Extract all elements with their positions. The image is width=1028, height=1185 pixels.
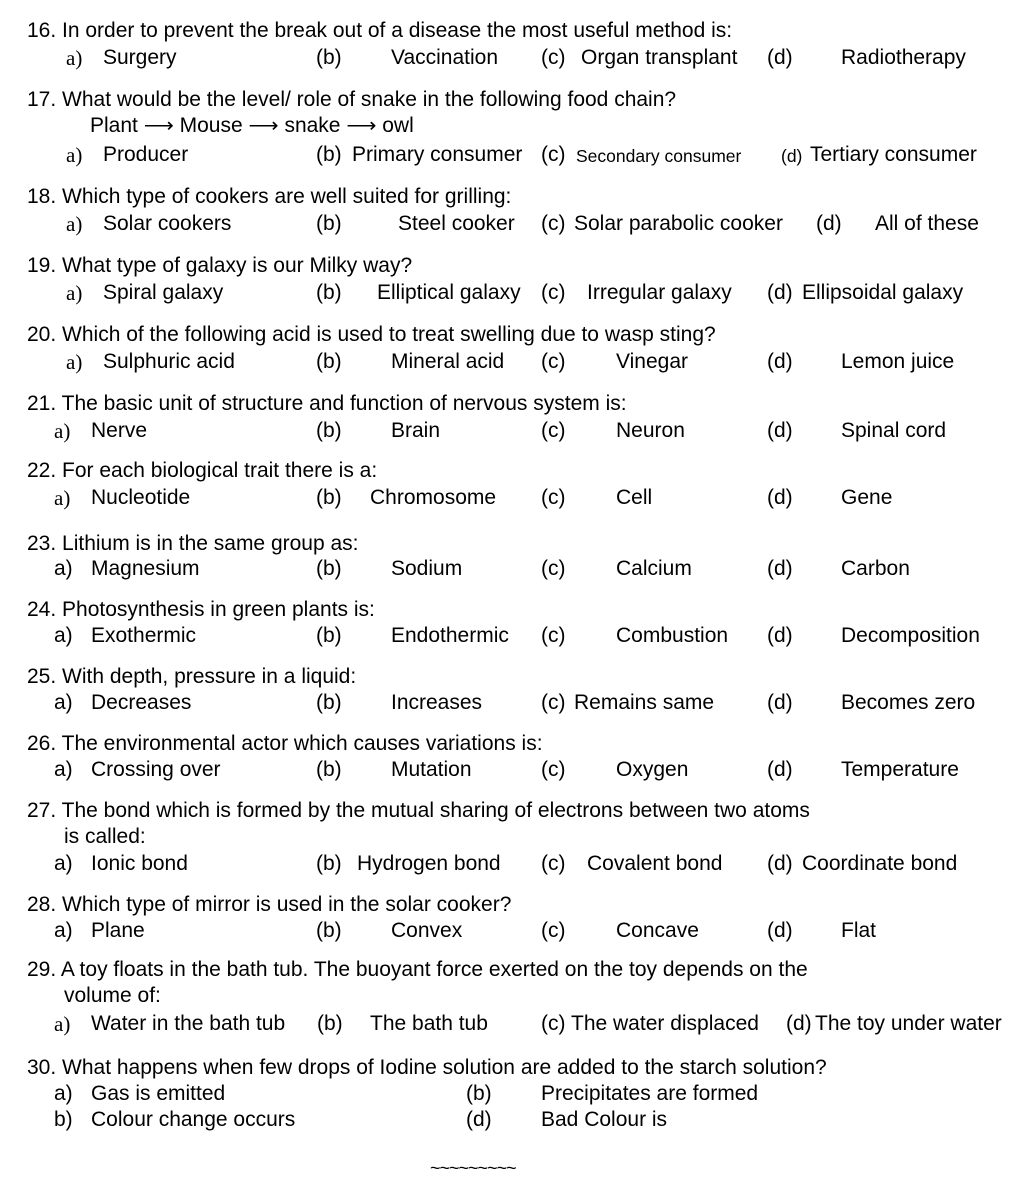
question-23: 23. Lithium is in the same group as: bbox=[27, 532, 359, 555]
option-label: a) bbox=[54, 919, 73, 942]
option-label: (c) bbox=[541, 624, 566, 647]
option-label: a) bbox=[54, 1012, 71, 1036]
option-label: a) bbox=[66, 212, 83, 236]
option-text: Colour change occurs bbox=[91, 1108, 296, 1131]
option-label: (b) bbox=[316, 281, 342, 304]
question-27-continued: is called: bbox=[64, 825, 146, 848]
option-label: (b) bbox=[316, 624, 342, 647]
option-text: Elliptical galaxy bbox=[377, 281, 521, 304]
option-text: Neuron bbox=[616, 419, 685, 442]
option-label: (d) bbox=[767, 350, 793, 373]
option-label: (b) bbox=[316, 486, 342, 509]
question-28: 28. Which type of mirror is used in the solar cooker? bbox=[27, 893, 512, 916]
option-text: Increases bbox=[391, 691, 483, 714]
option-label: (c) bbox=[541, 212, 566, 235]
option-text: All of these bbox=[875, 212, 979, 235]
option-label: (c) bbox=[541, 486, 566, 509]
option-text: Convex bbox=[391, 919, 463, 942]
question-29-continued: volume of: bbox=[64, 984, 161, 1007]
option-text: Decreases bbox=[91, 691, 192, 714]
option-label: (d) bbox=[767, 852, 793, 875]
option-label: (d) bbox=[767, 624, 793, 647]
option-label: (d) bbox=[781, 146, 803, 166]
option-label: (b) bbox=[316, 691, 342, 714]
option-label: (b) bbox=[317, 1012, 343, 1035]
option-text: Ellipsoidal galaxy bbox=[802, 281, 964, 304]
option-text: Bad Colour is bbox=[541, 1108, 668, 1131]
option-label: (b) bbox=[316, 919, 342, 942]
option-text: Gas is emitted bbox=[91, 1082, 226, 1105]
question-19: 19. What type of galaxy is our Milky way? bbox=[27, 254, 413, 277]
option-label: a) bbox=[54, 557, 73, 580]
option-text: Irregular galaxy bbox=[587, 281, 732, 304]
option-label: b) bbox=[54, 1108, 73, 1131]
option-label: (d) bbox=[786, 1012, 812, 1035]
question-20: 20. Which of the following acid is used to treat swelling due to wasp sting? bbox=[27, 323, 716, 346]
option-text: Brain bbox=[391, 419, 441, 442]
question-26: 26. The environmental actor which causes variations is: bbox=[27, 732, 543, 755]
option-text: Secondary consumer bbox=[576, 146, 742, 166]
question-30: 30. What happens when few drops of Iodine solution are added to the starch solution? bbox=[27, 1056, 827, 1079]
option-text: Covalent bond bbox=[587, 852, 723, 875]
question-21: 21. The basic unit of structure and function of nervous system is: bbox=[27, 392, 627, 415]
option-text: Flat bbox=[841, 919, 877, 942]
option-label: (b) bbox=[316, 419, 342, 442]
option-label: (d) bbox=[767, 486, 793, 509]
option-label: (d) bbox=[767, 919, 793, 942]
option-label: (c) bbox=[541, 919, 566, 942]
option-label: (b) bbox=[466, 1082, 492, 1105]
option-label: (c) bbox=[541, 419, 566, 442]
option-text: Solar cookers bbox=[103, 212, 232, 235]
option-text: Nerve bbox=[91, 419, 148, 442]
option-label: (c) bbox=[541, 46, 566, 69]
option-text: The water displaced bbox=[571, 1012, 759, 1035]
option-text: Nucleotide bbox=[91, 486, 191, 509]
option-text: Hydrogen bond bbox=[357, 852, 501, 875]
option-text: The toy under water bbox=[815, 1012, 1002, 1035]
option-label: (c) bbox=[541, 758, 566, 781]
option-text: Vaccination bbox=[391, 46, 499, 69]
option-label: a) bbox=[66, 281, 83, 305]
option-text: Crossing over bbox=[91, 758, 221, 781]
option-text: Carbon bbox=[841, 557, 910, 580]
option-text: Mineral acid bbox=[391, 350, 505, 373]
option-label: (b) bbox=[316, 852, 342, 875]
option-label: a) bbox=[66, 350, 83, 374]
question-25: 25. With depth, pressure in a liquid: bbox=[27, 665, 357, 688]
option-label: (c) bbox=[541, 691, 566, 714]
option-text: Oxygen bbox=[616, 758, 689, 781]
option-text: Magnesium bbox=[91, 557, 200, 580]
question-18: 18. Which type of cookers are well suited for grilling: bbox=[27, 185, 512, 208]
option-text: The bath tub bbox=[370, 1012, 488, 1035]
option-text: Cell bbox=[616, 486, 653, 509]
option-label: a) bbox=[54, 852, 73, 875]
option-label: (b) bbox=[316, 212, 342, 235]
question-17: 17. What would be the level/ role of snake in the following food chain? bbox=[27, 88, 677, 111]
option-text: Endothermic bbox=[391, 624, 509, 647]
option-text: Mutation bbox=[391, 758, 472, 781]
option-text: Decomposition bbox=[841, 624, 980, 647]
option-label: (c) bbox=[541, 143, 566, 166]
option-label: a) bbox=[54, 758, 73, 781]
option-text: Concave bbox=[616, 919, 699, 942]
question-24: 24. Photosynthesis in green plants is: bbox=[27, 598, 375, 621]
option-label: (d) bbox=[767, 758, 793, 781]
option-text: Ionic bond bbox=[91, 852, 188, 875]
option-label: (b) bbox=[316, 46, 342, 69]
option-text: Sulphuric acid bbox=[103, 350, 235, 373]
option-text: Solar parabolic cooker bbox=[574, 212, 783, 235]
option-text: Spinal cord bbox=[841, 419, 947, 442]
option-label: a) bbox=[66, 46, 83, 70]
option-label: (c) bbox=[541, 1012, 566, 1035]
option-label: (b) bbox=[316, 758, 342, 781]
option-label: a) bbox=[54, 419, 71, 443]
option-label: (d) bbox=[767, 46, 793, 69]
option-label: (d) bbox=[466, 1108, 492, 1131]
option-label: (d) bbox=[767, 281, 793, 304]
question-27: 27. The bond which is formed by the mutual sharing of electrons between two atoms bbox=[27, 799, 810, 822]
option-text: Steel cooker bbox=[398, 212, 515, 235]
option-label: (b) bbox=[316, 350, 342, 373]
question-29: 29. A toy floats in the bath tub. The buoyant force exerted on the toy depends on the bbox=[27, 958, 808, 981]
option-label: a) bbox=[66, 143, 83, 167]
option-text: Remains same bbox=[574, 691, 715, 714]
option-text: Precipitates are formed bbox=[541, 1082, 759, 1105]
option-text: Producer bbox=[103, 143, 189, 166]
option-label: (c) bbox=[541, 281, 566, 304]
option-text: Surgery bbox=[103, 46, 177, 69]
option-label: (c) bbox=[541, 557, 566, 580]
option-text: Organ transplant bbox=[581, 46, 738, 69]
option-label: (b) bbox=[316, 557, 342, 580]
option-label: (c) bbox=[541, 350, 566, 373]
option-label: a) bbox=[54, 624, 73, 647]
question-16: 16. In order to prevent the break out of a disease the most useful method is: bbox=[27, 19, 733, 42]
food-chain: Plant ⟶ Mouse ⟶ snake ⟶ owl bbox=[90, 114, 414, 137]
option-text: Calcium bbox=[616, 557, 692, 580]
option-text: Tertiary consumer bbox=[810, 143, 977, 166]
option-text: Vinegar bbox=[616, 350, 689, 373]
option-text: Coordinate bond bbox=[802, 852, 958, 875]
option-text: Sodium bbox=[391, 557, 463, 580]
option-text: Exothermic bbox=[91, 624, 197, 647]
option-label: (d) bbox=[767, 557, 793, 580]
option-text: Radiotherapy bbox=[841, 46, 966, 69]
option-label: (c) bbox=[541, 852, 566, 875]
option-text: Plane bbox=[91, 919, 145, 942]
option-text: Temperature bbox=[841, 758, 959, 781]
option-text: Gene bbox=[841, 486, 893, 509]
question-22: 22. For each biological trait there is a: bbox=[27, 459, 378, 482]
option-text: Water in the bath tub bbox=[91, 1012, 286, 1035]
option-label: (d) bbox=[767, 691, 793, 714]
option-text: Combustion bbox=[616, 624, 729, 647]
option-label: (b) bbox=[316, 143, 342, 166]
option-text: Primary consumer bbox=[352, 143, 523, 166]
option-text: Chromosome bbox=[370, 486, 497, 509]
option-label: a) bbox=[54, 1082, 73, 1105]
end-marker: ~~~~~~~~~ bbox=[430, 1158, 516, 1178]
option-label: a) bbox=[54, 691, 73, 714]
option-text: Lemon juice bbox=[841, 350, 955, 373]
option-text: Becomes zero bbox=[841, 691, 976, 714]
option-label: (d) bbox=[816, 212, 842, 235]
option-text: Spiral galaxy bbox=[103, 281, 224, 304]
option-label: a) bbox=[54, 486, 71, 510]
option-label: (d) bbox=[767, 419, 793, 442]
